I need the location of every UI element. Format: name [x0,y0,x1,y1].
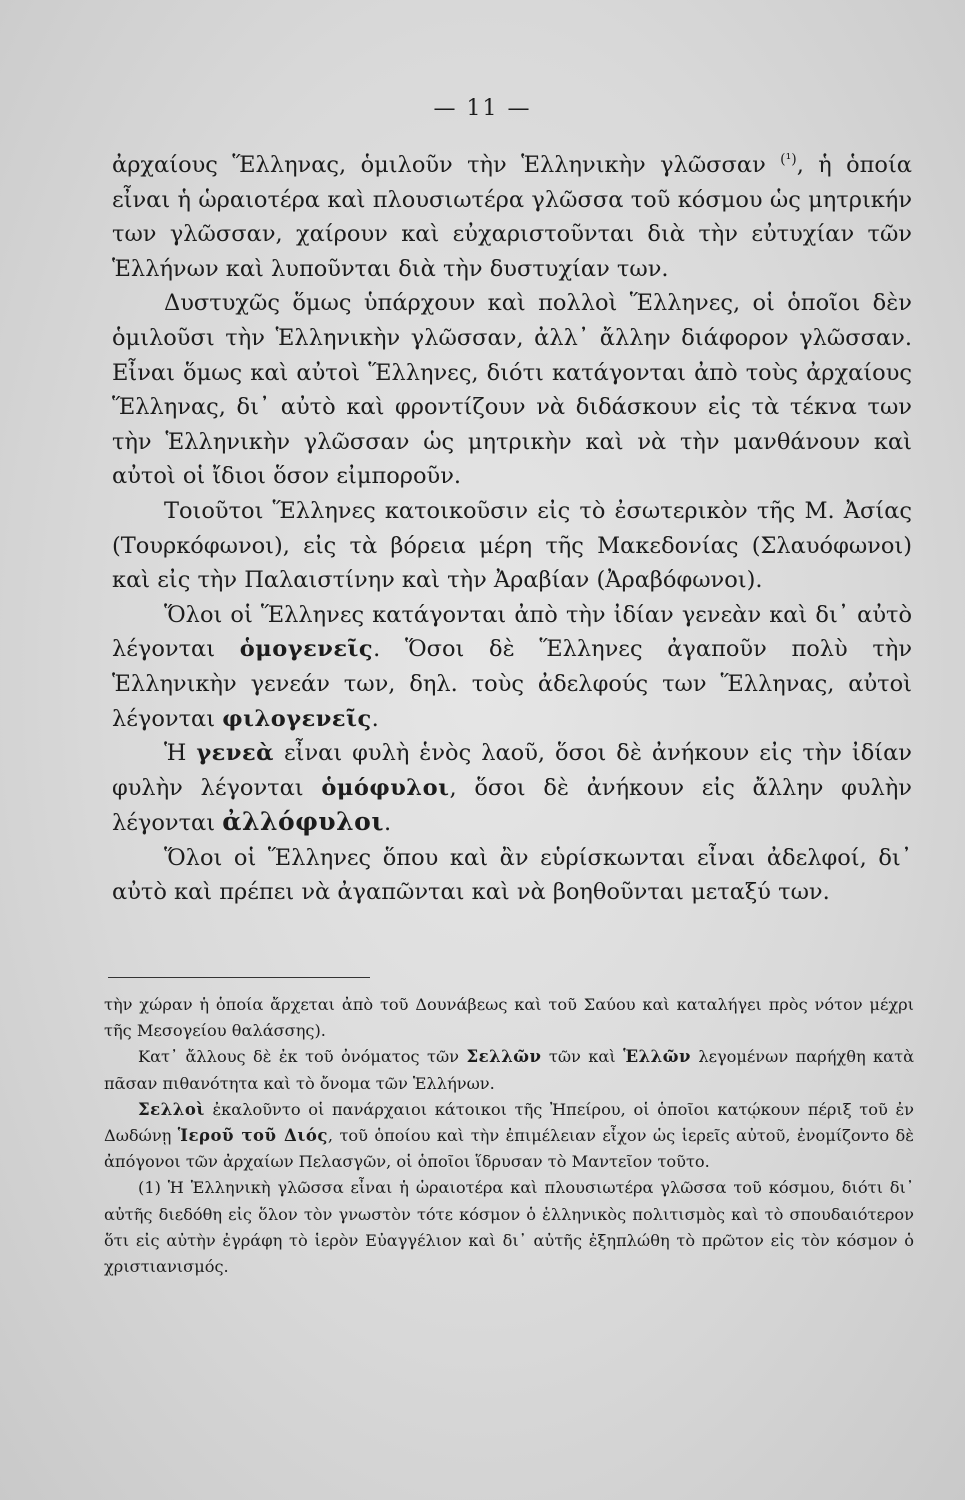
text-run: Δυστυχῶς ὅμως ὑπάρχουν καὶ πολλοὶ Ἕλληνες, οἱ ὁποῖοι δὲν ὁμιλοῦσι τὴν Ἑλληνικὴν γλῶσσαν, ἀλλ᾽ ἄλλην διάφορον γλῶσσαν. Εἶναι ὅμως καὶ αὐτοὶ Ἕλληνες, διότι κατάγονται ἀπὸ τοὺς ἀρχαίους Ἕλληνας, δι᾽ αὐτὸ καὶ φροντίζουν νὰ διδάσκουν εἰς τὰ τέκνα των τὴν Ἑλληνικὴν γλῶσσαν ὡς μητρικὴν καὶ νὰ τὴν μανθάνουν καὶ αὐτοὶ οἱ ἴδιοι ὅσον εἰμποροῦν. [112,290,912,490]
term-allofyloi: ἀλλόφυλοι [222,807,384,837]
text-run: . [371,705,379,732]
footnote-reference: (¹) [780,151,797,168]
text-run: . [383,810,392,837]
footnote-separator [108,977,370,978]
text-run: . Ὅσοι δὲ Ἕλληνες ἀγαποῦν πολὺ τὴν Ἑλληνικὴν γενεάν των, δηλ. τοὺς ἀδελφούς των Ἕλληνας, αὐτοὶ λέγονται [112,636,912,732]
footnote-1 [104,992,914,1044]
text-run: εἶναι φυλὴ ἑνὸς λαοῦ, ὅσοι δὲ ἀνήκουν εἰς τὴν ἰδίαν φυλὴν λέγονται [112,740,912,801]
term-genea: γενεὰ [196,740,274,767]
text-run: ἀρχαίους Ἕλληνας, ὁμιλοῦν τὴν Ἑλληνικὴν γλῶσσαν [112,152,781,178]
text-run: (1) Ἡ Ἑλληνικὴ γλῶσσα εἶναι ἡ ὡραιοτέρα καὶ πλουσιωτέρα γλῶσσα τοῦ κόσμου, διότι δι᾽ αὐτῆς διεδόθη εἰς ὅλον τὸν γνωστὸν τότε κόσμον ὁ ἑλληνικὸς πολιτισμὸς καὶ τὸ σπουδαιότερον ὅτι εἰς αὐτὴν ἐγράφη τὸ ἱερὸν Εὐαγγέλιον καὶ δι᾽ αὐτῆς ἐξηπλώθη τὸ πρῶτον εἰς τὸν κόσμον ὁ χριστιανισμός. [104,1178,914,1277]
term-ierou-tou-dios: Ἱεροῦ τοῦ Διός [177,1126,328,1146]
text-run: Ἡ [164,740,197,767]
term-sellon: Σελλῶν [466,1047,542,1067]
page-number: — 11 — [433,96,532,121]
text-run: , τοῦ ὁποίου καὶ τὴν ἐπιμέλειαν εἶχον ὡς ἱερεῖς αὐτοῦ, ἐνομίζοντο δὲ ἀπόγονοι τῶν ἀρχαίων Πελασγῶν, οἱ ὁποῖοι ἵδρυσαν τὸ Μαντεῖον τοῦτο. [104,1126,914,1172]
term-filogeneis: φιλογενεῖς [222,705,372,732]
text-run: Κατ᾽ ἄλλους δὲ ἐκ τοῦ ὀνόματος τῶν [138,1047,467,1067]
term-omofyloi: ὁμόφυλοι [321,774,450,801]
text-run: Τοιοῦτοι Ἕλληνες κατοικοῦσιν εἰς τὸ ἐσωτερικὸν τῆς Μ. Ἀσίας (Τουρκόφωνοι), εἰς τὰ βόρεια μέρη τῆς Μακεδονίας (Σλαυόφωνοι) καὶ εἰς τὴν Παλαιστίνην καὶ τὴν Ἀραβίαν (Ἀραβόφωνοι). [112,497,912,594]
text-run: τῶν καὶ [541,1047,624,1067]
footnotes [104,992,914,1280]
term-selloi: Σελλοὶ [138,1099,205,1119]
footnote-2 [104,1044,914,1096]
text-run: λεγομένων παρήχθη κατὰ πᾶσαν πιθανότητα καὶ τὸ ὄνομα τῶν Ἑλλήνων. [104,1047,914,1093]
text-run: , ἡ ὁποία εἶναι ἡ ὡραιοτέρα καὶ πλουσιωτέρα γλῶσσα τοῦ κόσμου ὡς μητρικήν των γλῶσσαν, χαίρουν καὶ εὐχαριστοῦνται διὰ τὴν εὐτυχίαν τῶν Ἑλλήνων καὶ λυποῦνται διὰ τὴν δυστυχίαν των. [112,152,912,282]
paragraph-6 [112,841,912,910]
footnote-4 [104,1175,914,1280]
main-text [112,148,912,910]
text-run: τὴν χώραν ἡ ὁποία ἄρχεται ἀπὸ τοῦ Δουνάβεως καὶ τοῦ Σαύου καὶ καταλήγει πρὸς νότον μέχρι τῆς Μεσογείου θαλάσσης). [104,995,914,1041]
term-ellon: Ἑλλῶν [623,1047,691,1067]
footnote-3 [104,1097,914,1176]
paragraph-4 [112,598,912,736]
paragraph-3 [112,494,912,598]
paragraph-1 [112,148,912,286]
text-run: ἐκαλοῦντο οἱ πανάρχαιοι κάτοικοι τῆς Ἠπείρου, οἱ ὁποῖοι κατῴκουν πέριξ τοῦ ἐν Δωδώνῃ [104,1099,914,1146]
text-run: Ὅλοι οἱ Ἕλληνες κατάγονται ἀπὸ τὴν ἰδίαν γενεὰν καὶ δι᾽ αὐτὸ λέγονται [112,601,912,663]
text-run: Ὅλοι οἱ Ἕλληνες ὅπου καὶ ἂν εὑρίσκωνται εἶναι ἀδελφοί, δι᾽ αὐτὸ καὶ πρέπει νὰ ἀγαπῶνται καὶ νὰ βοηθοῦνται μεταξύ των. [112,844,912,906]
text-run: , ὅσοι δὲ ἀνήκουν εἰς ἄλλην φυλὴν λέγονται [112,774,912,837]
term-omogeneis: ὁμογενεῖς [239,636,374,663]
paragraph-5 [112,736,912,841]
paragraph-2 [112,286,912,494]
